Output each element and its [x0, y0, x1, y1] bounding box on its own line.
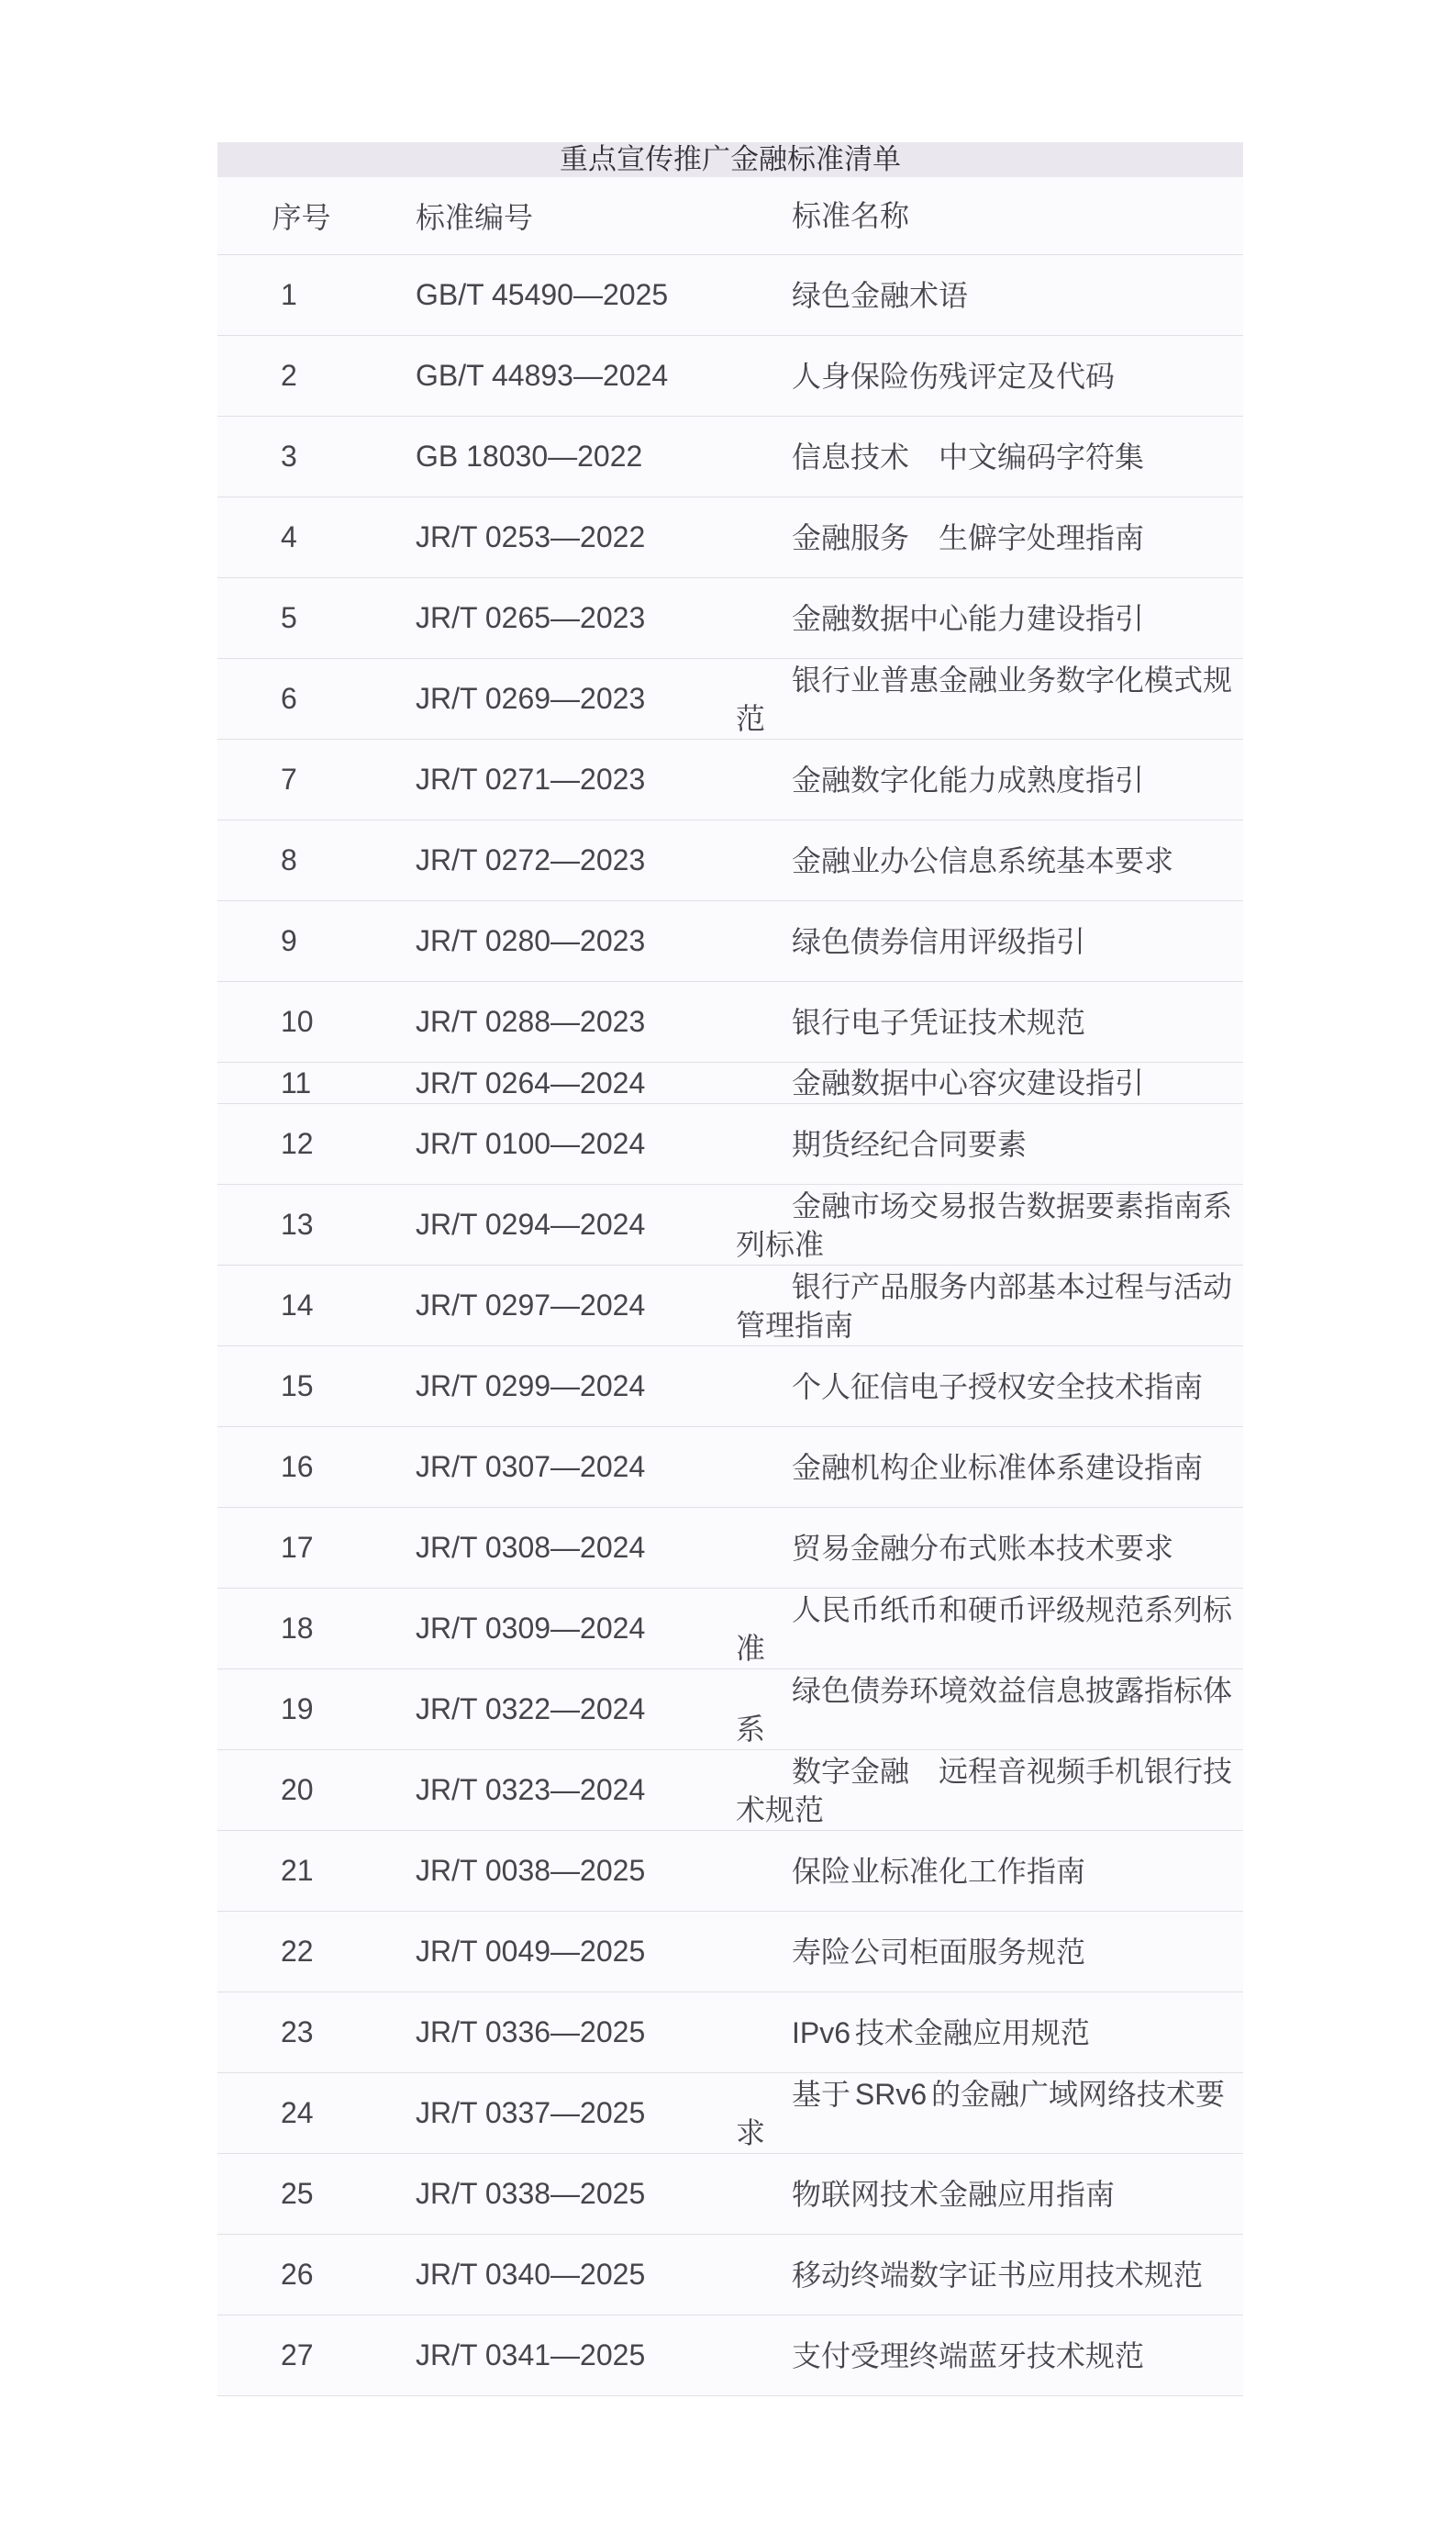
- standard-code-cell: JR/T 0038—2025: [416, 1854, 646, 1887]
- standard-name-cell: 物联网技术金融应用指南: [792, 2177, 1116, 2211]
- row-number-cell: 22: [281, 1935, 314, 1968]
- standard-name-cell: 期货经纪合同要素: [792, 1127, 1028, 1161]
- row-number-cell: 12: [281, 1127, 314, 1160]
- standard-name-cell: 金融服务 生僻字处理指南: [792, 520, 1145, 554]
- standard-code-cell: JR/T 0271—2023: [416, 763, 646, 796]
- table-row: [217, 1992, 1243, 2073]
- row-number-cell: 18: [281, 1612, 314, 1645]
- standard-code-cell: GB 18030—2022: [416, 440, 643, 473]
- standard-code-cell: JR/T 0100—2024: [416, 1127, 646, 1160]
- standard-name-cell: 绿色金融术语: [792, 278, 969, 312]
- standard-code-cell: JR/T 0338—2025: [416, 2177, 646, 2210]
- row-number-cell: 6: [281, 682, 297, 715]
- table-row: [217, 659, 1243, 740]
- standard-code-cell: JR/T 0309—2024: [416, 1612, 646, 1645]
- standard-code-cell: JR/T 0322—2024: [416, 1692, 646, 1725]
- table-row: [217, 2315, 1243, 2396]
- standard-name-cell: 移动终端数字证书应用技术规范: [792, 2258, 1204, 2292]
- table-header-row: [217, 177, 1243, 255]
- table-row: [217, 336, 1243, 417]
- standard-name-cell: 人民币纸币和硬币评级规范系列标准: [736, 1592, 1233, 1665]
- standard-code-cell: JR/T 0294—2024: [416, 1208, 646, 1241]
- table-row: [217, 1508, 1243, 1589]
- standard-code-cell: JR/T 0337—2025: [416, 2096, 646, 2129]
- standard-code-cell: JR/T 0269—2023: [416, 682, 646, 715]
- standard-name-cell: 银行电子凭证技术规范: [792, 1005, 1086, 1039]
- row-number-cell: 17: [281, 1531, 314, 1564]
- standard-name-cell: 金融数据中心容灾建设指引: [792, 1066, 1145, 1099]
- table-row: [217, 1589, 1243, 1669]
- column-header-code: 标准编号: [416, 201, 534, 234]
- table-row: [217, 1104, 1243, 1185]
- standard-name-cell: 保险业标准化工作指南: [792, 1854, 1086, 1888]
- row-number-cell: 4: [281, 520, 297, 553]
- standard-name-cell: 个人征信电子授权安全技术指南: [792, 1369, 1204, 1403]
- table-row: [217, 2154, 1243, 2235]
- row-number-cell: 16: [281, 1450, 314, 1483]
- standard-code-cell: JR/T 0323—2024: [416, 1773, 646, 1806]
- standard-code-cell: JR/T 0307—2024: [416, 1450, 646, 1483]
- table-row: [217, 1912, 1243, 1992]
- standard-name-cell: 金融市场交易报告数据要素指南系列标准: [736, 1188, 1233, 1261]
- table-row: [217, 740, 1243, 820]
- standard-code-cell: JR/T 0336—2025: [416, 2015, 646, 2048]
- standard-name-cell: 银行业普惠金融业务数字化模式规范: [736, 663, 1233, 735]
- row-number-cell: 26: [281, 2258, 314, 2291]
- table-row: [217, 255, 1243, 336]
- table-row: [217, 1750, 1243, 1831]
- standard-name-cell: 金融机构企业标准体系建设指南: [792, 1450, 1204, 1484]
- table-row: [217, 497, 1243, 578]
- standard-name-cell: 银行产品服务内部基本过程与活动管理指南: [736, 1269, 1233, 1342]
- standard-name-cell: 绿色债券环境效益信息披露指标体系: [736, 1673, 1233, 1746]
- row-number-cell: 19: [281, 1692, 314, 1725]
- table-row: [217, 820, 1243, 901]
- row-number-cell: 15: [281, 1369, 314, 1402]
- row-number-cell: 23: [281, 2015, 314, 2048]
- table-row: [217, 901, 1243, 982]
- standard-name-cell: 支付受理终端蓝牙技术规范: [792, 2338, 1145, 2372]
- column-header-name: 标准名称: [792, 199, 910, 232]
- standard-code-cell: JR/T 0341—2025: [416, 2338, 646, 2371]
- standard-name-cell: 基于 SRv6 的金融广域网络技术要求: [736, 2077, 1226, 2149]
- table-title: 重点宣传推广金融标准清单: [217, 142, 1243, 177]
- standard-code-cell: GB/T 45490—2025: [416, 278, 669, 311]
- table-row: [217, 2235, 1243, 2315]
- table-row: [217, 1063, 1243, 1104]
- table-row: [217, 982, 1243, 1063]
- standard-code-cell: JR/T 0253—2022: [416, 520, 646, 553]
- standard-code-cell: JR/T 0049—2025: [416, 1935, 646, 1968]
- row-number-cell: 20: [281, 1773, 314, 1806]
- standard-code-cell: JR/T 0280—2023: [416, 924, 646, 957]
- row-number-cell: 1: [281, 278, 297, 311]
- standard-name-cell: 金融数字化能力成熟度指引: [792, 763, 1145, 797]
- standards-table: [217, 142, 1243, 2396]
- row-number-cell: 2: [281, 359, 297, 392]
- standard-code-cell: JR/T 0288—2023: [416, 1005, 646, 1038]
- row-number-cell: 25: [281, 2177, 314, 2210]
- standard-code-cell: JR/T 0340—2025: [416, 2258, 646, 2291]
- row-number-cell: 27: [281, 2338, 314, 2371]
- standard-name-cell: 金融数据中心能力建设指引: [792, 601, 1145, 635]
- row-number-cell: 8: [281, 843, 297, 876]
- table-row: [217, 1185, 1243, 1266]
- table-row: [217, 1669, 1243, 1750]
- standard-name-cell: 数字金融 远程音视频手机银行技术规范: [736, 1754, 1233, 1826]
- standard-code-cell: JR/T 0264—2024: [416, 1066, 646, 1099]
- standard-name-cell: 绿色债券信用评级指引: [792, 924, 1086, 958]
- row-number-cell: 10: [281, 1005, 314, 1038]
- standard-name-cell: 金融业办公信息系统基本要求: [792, 843, 1174, 877]
- standard-code-cell: JR/T 0272—2023: [416, 843, 646, 876]
- row-number-cell: 14: [281, 1289, 314, 1322]
- table-row: [217, 417, 1243, 497]
- row-number-cell: 21: [281, 1854, 314, 1887]
- standard-code-cell: JR/T 0299—2024: [416, 1369, 646, 1402]
- table-row: [217, 1346, 1243, 1427]
- row-number-cell: 24: [281, 2096, 314, 2129]
- row-number-cell: 9: [281, 924, 297, 957]
- standard-name-cell: 贸易金融分布式账本技术要求: [792, 1531, 1174, 1565]
- row-number-cell: 5: [281, 601, 297, 634]
- standard-code-cell: JR/T 0308—2024: [416, 1531, 646, 1564]
- standard-code-cell: JR/T 0265—2023: [416, 601, 646, 634]
- table-row: [217, 578, 1243, 659]
- table-row: [217, 1266, 1243, 1346]
- table-row: [217, 1831, 1243, 1912]
- table-row: [217, 1427, 1243, 1508]
- standard-name-cell: IPv6 技术金融应用规范: [792, 2015, 1090, 2049]
- standard-code-cell: GB/T 44893—2024: [416, 359, 669, 392]
- standard-name-cell: 信息技术 中文编码字符集: [792, 440, 1145, 474]
- table-row: [217, 2073, 1243, 2154]
- standard-name-cell: 人身保险伤残评定及代码: [792, 359, 1116, 393]
- row-number-cell: 11: [281, 1066, 312, 1099]
- table-body: [217, 255, 1243, 2396]
- column-header-no: 序号: [272, 201, 331, 234]
- row-number-cell: 13: [281, 1208, 314, 1241]
- row-number-cell: 3: [281, 440, 297, 473]
- standard-code-cell: JR/T 0297—2024: [416, 1289, 646, 1322]
- row-number-cell: 7: [281, 763, 297, 796]
- standard-name-cell: 寿险公司柜面服务规范: [792, 1935, 1086, 1969]
